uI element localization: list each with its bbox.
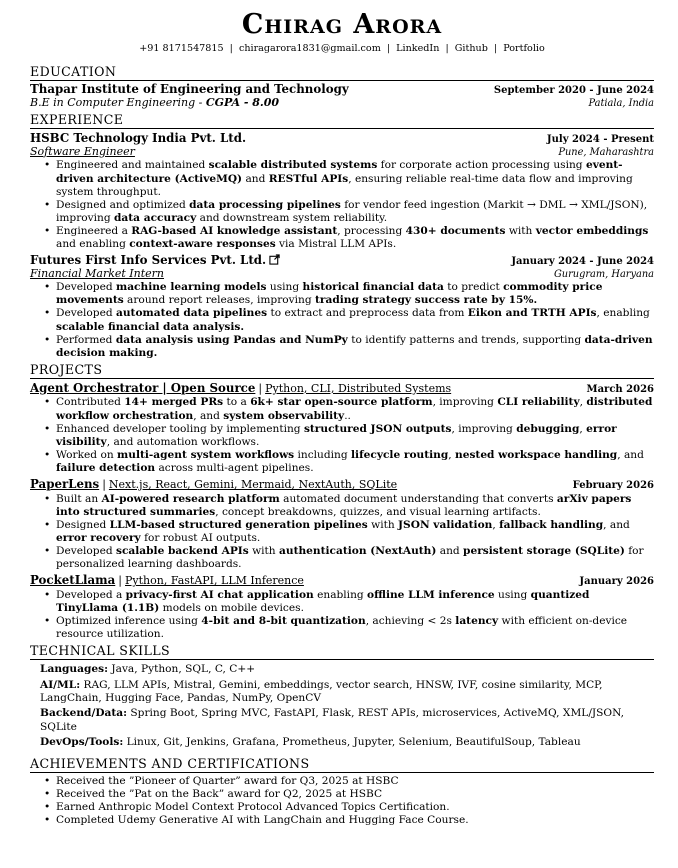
achievement-item: • Received the ”Pioneer of Quarter” award for Q3, 2025 at HSBC <box>56 775 654 788</box>
skills-section <box>30 643 654 749</box>
bullet-item: • Developed scalable backend APIs with authentication (NextAuth) and persistent storage (SQLite) for personalized learning dashboards. <box>56 545 654 571</box>
achievements-list <box>30 775 654 827</box>
bullet-item: • Enhanced developer tooling by implementing structured JSON outputs, improving debugging, error visibility, and automation workflows. <box>56 423 654 449</box>
job-dates: January 2024 - June 2024 <box>511 256 654 268</box>
project-entry-agent-orchestrator: Agent Orchestrator | Open Source | Python, CLI, Distributed Systems March 2026 • Contributed 14+ merged PRs to a 6k+ star open-source platform, improving CLI reliability, distributed workflow orchestration, and system observability.. • Enhanced developer tooling by implementing structured JSON outputs, improving debugging, error visibility, and automation workflows. • Worked on multi-agent system workflows including lifecycle routing, nested workspace handling, and failure detection across multi-agent pipelines. <box>30 382 654 475</box>
achievements-section <box>30 756 654 827</box>
section-title-achievements: ACHIEVEMENTS AND CERTIFICATIONS <box>30 756 654 773</box>
email-link[interactable]: chiragarora1831@gmail.com <box>238 43 381 54</box>
project-tech: Next.js, React, Gemini, Mermaid, NextAuth, SQLite <box>108 478 398 492</box>
project-date: February 2026 <box>572 480 654 492</box>
job-bullets <box>30 281 654 360</box>
skill-line-languages: Languages: Java, Python, SQL, C, C++ <box>40 663 256 676</box>
github-link[interactable]: Github <box>454 43 488 54</box>
project-date: January 2026 <box>579 576 654 588</box>
project-date: March 2026 <box>586 383 654 395</box>
project-name[interactable]: PaperLens <box>30 477 100 492</box>
bullet-item: • Developed automated data pipelines to extract and preprocess data from Eikon and TRTH APIs, enabling scalable financial data analysis. <box>56 307 654 333</box>
achievement-item: • Completed Udemy Generative AI with LangChain and Hugging Face Course. <box>56 814 654 827</box>
project-entry-paperlens: PaperLens | Next.js, React, Gemini, Mermaid, NextAuth, SQLite February 2026 • Built an AI-powered research platform automated document understanding that converts arXiv papers into structured summaries, concept breakdowns, quizzes, and visual learning artifacts. • Designed LLM-based structured generation pipelines with JSON validation, fallback handling, and error recovery for robust AI outputs. • Developed scalable backend APIs with authentication (NextAuth) and persistent storage (SQLite) for personalized learning dashboards. <box>30 478 654 571</box>
phone-number: +91 8171547815 <box>139 43 224 54</box>
education-dates: September 2020 - June 2024 <box>493 85 654 96</box>
skill-line-devops-tools: DevOps/Tools: Linux, Git, Jenkins, Grafana, Prometheus, Jupyter, Selenium, BeautifulSoup, Tableau <box>40 736 581 749</box>
skill-line-ai-ml: AI/ML: RAG, LLM APIs, Mistral, Gemini, embeddings, vector search, HNSW, IVF, cosine similarity, MCP, LangChain, Hugging Face, Pandas, NumPy, OpenCV <box>40 678 603 705</box>
job-entry-futures-first <box>30 254 654 360</box>
bullet-item: • Built an AI-powered research platform automated document understanding that converts arXiv papers into structured summaries, concept breakdowns, quizzes, and visual learning artifacts. <box>56 493 654 519</box>
skill-line-backend-data: Backend/Data: Spring Boot, Spring MVC, FastAPI, Flask, REST APIs, microservices, ActiveMQ, XML/JSON, SQLite <box>40 707 625 733</box>
bullet-item: • Designed LLM-based structured generation pipelines with JSON validation, fallback handling, and error recovery for robust AI outputs. <box>56 519 654 545</box>
job-role: Financial Market Intern <box>30 266 165 280</box>
project-entry-pocketllama: PocketLlama | Python, FastAPI, LLM Inference January 2026 • Developed a privacy-first AI chat application enabling offline LLM inference using quantized TinyLlama (1.1B) models on mobile devices. • Optimized inference using 4-bit and 8-bit quantization, achieving < 2s latency with efficient on-device resource utilization. <box>30 574 654 641</box>
school-name: Thapar Institute of Engineering and Technology <box>30 82 349 96</box>
bullet-item: • Developed a privacy-first AI chat application enabling offline LLM inference using quantized TinyLlama (1.1B) models on mobile devices. <box>56 589 654 615</box>
bullet-item: • Performed data analysis using Pandas and NumPy to identify patterns and trends, supporting data-driven decision making. <box>56 334 654 360</box>
project-tech: Python, FastAPI, LLM Inference <box>125 574 304 588</box>
project-bullets <box>30 493 654 572</box>
bullet-item: • Developed machine learning models using historical financial data to predict commodity price movements around report releases, improving trading strategy success rate by 15%. <box>56 281 654 307</box>
education-location: Patiala, India <box>588 97 654 109</box>
job-entry-hsbc <box>30 132 654 251</box>
linkedin-link[interactable]: LinkedIn <box>396 43 440 54</box>
resume-page <box>30 10 654 829</box>
section-title-skills: TECHNICAL SKILLS <box>30 643 654 660</box>
bullet-item: • Engineered a RAG-based AI knowledge assistant, processing 430+ documents with vector embeddings and enabling context-aware responses via Mistral LLM APIs. <box>56 225 654 251</box>
skills-list <box>30 663 654 749</box>
external-link-icon[interactable] <box>269 254 280 265</box>
job-dates: July 2024 - Present <box>546 134 654 146</box>
job-location: Gurugram, Haryana <box>553 268 654 280</box>
company-name: HSBC Technology India Pvt. Ltd. <box>30 131 247 146</box>
experience-section <box>30 112 654 360</box>
section-title-experience: EXPERIENCE <box>30 112 654 129</box>
project-tech: Python, CLI, Distributed Systems <box>265 381 452 395</box>
company-name: Futures First Info Services Pvt. Ltd. <box>30 253 267 268</box>
achievement-item: • Received the ”Pat on the Back” award for Q2, 2025 at HSBC <box>56 788 654 801</box>
degree: B.E in Computer Engineering - CGPA - 8.00 <box>30 95 280 109</box>
achievement-item: • Earned Anthropic Model Context Protocol Advanced Topics Certification. <box>56 801 654 814</box>
projects-section <box>30 362 654 641</box>
contact-bar: +91 8171547815 | chiragarora1831@gmail.com | LinkedIn | Github | Portfolio <box>139 43 545 54</box>
bullet-item: • Contributed 14+ merged PRs to a 6k+ star open-source platform, improving CLI reliability, distributed workflow orchestration, and system observability.. <box>56 396 654 422</box>
bullet-item: • Designed and optimized data processing pipelines for vendor feed ingestion (Markit → DML → XML/JSON), improving data accuracy and downstream system reliability. <box>56 199 654 225</box>
project-name[interactable]: Agent Orchestrator | Open Source <box>30 380 256 395</box>
project-name[interactable]: PocketLlama <box>30 573 116 588</box>
bullet-item: • Optimized inference using 4-bit and 8-bit quantization, achieving < 2s latency with efficient on-device resource utilization. <box>56 615 654 641</box>
job-bullets <box>30 159 654 251</box>
cgpa: CGPA - 8.00 <box>205 95 280 109</box>
portfolio-link[interactable]: Portfolio <box>503 43 545 54</box>
project-bullets <box>30 396 654 475</box>
bullet-item: • Engineered and maintained scalable distributed systems for corporate action processing using event-driven architecture (ActiveMQ) and RESTful APIs, ensuring reliable real-time data flow and improving system throughput. <box>56 159 654 198</box>
section-title-education: EDUCATION <box>30 64 654 81</box>
job-role: Software Engineer <box>30 144 135 158</box>
job-location: Pune, Maharashtra <box>558 146 654 158</box>
education-section <box>30 64 654 109</box>
project-bullets <box>30 589 654 641</box>
section-title-projects: PROJECTS <box>30 362 654 379</box>
candidate-name: Chirag Arora <box>241 9 443 40</box>
bullet-item: • Worked on multi-agent system workflows including lifecycle routing, nested workspace handling, and failure detection across multi-agent pipelines. <box>56 449 654 475</box>
